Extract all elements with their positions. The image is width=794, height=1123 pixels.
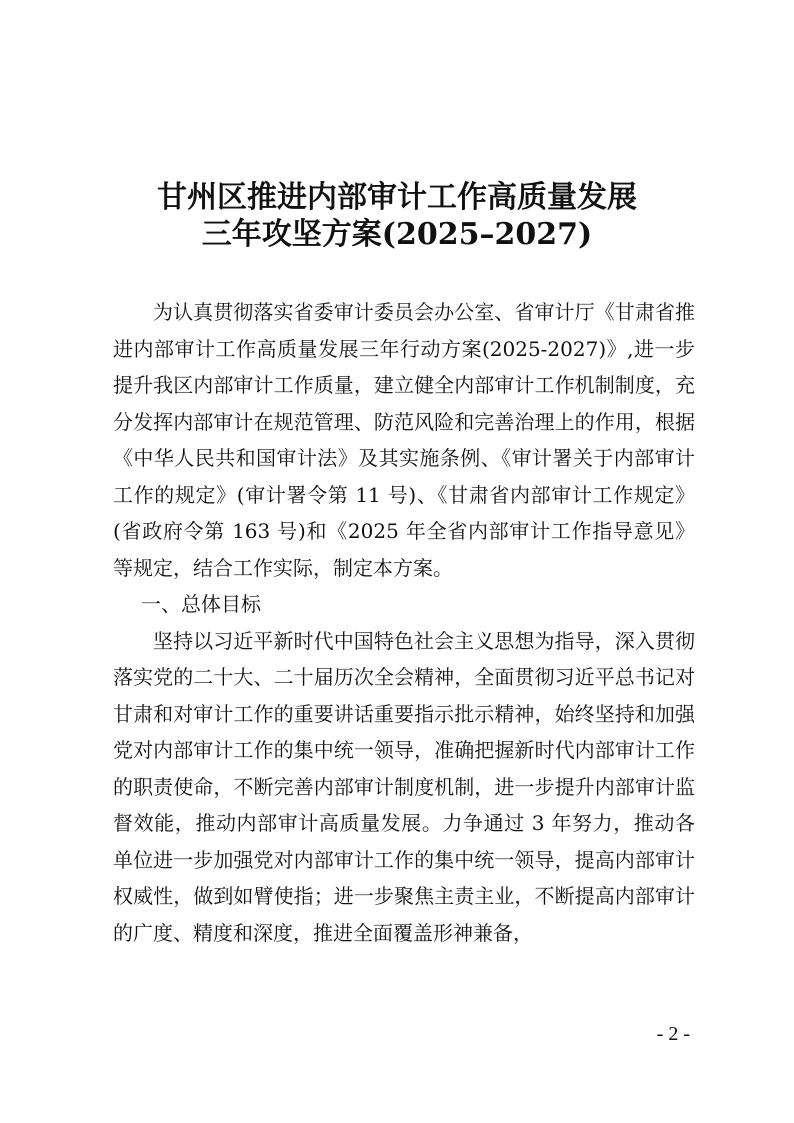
page-number: - 2 - — [656, 1023, 690, 1045]
overall-goal-paragraph: 坚持以习近平新时代中国特色社会主义思想为指导，深入贯彻落实党的二十大、二十届历次全会精神，全面贯彻习近平总书记对甘肃和对审计工作的重要讲话重要指示批示精神，始终坚持和加强党对内部审计工作的集中统一领导，准确把握新时代内部审计工作的职责使命，不断完善内部审计制度机制，进一步提升内部审计监督效能，推动内部审计高质量发展。力争通过 3 年努力，推动各单位进一步加强党对内部审计工作的集中统一领导，提高内部审计权威性，做到如臂使指；进一步聚焦主责主业，不断提高内部审计的广度、精度和深度，推进全面覆盖形神兼备， — [113, 628, 695, 945]
document-title-line-2: 三年攻坚方案(2025–2027) — [201, 217, 593, 252]
section-heading-overall-goal: 一、总体目标 — [141, 592, 261, 616]
intro-paragraph: 为认真贯彻落实省委审计委员会办公室、省审计厅《甘肃省推进内部审计工作高质量发展三年行动方案(2025-2027)》,进一步提升我区内部审计工作质量，建立健全内部审计工作机制制度，充分发挥内部审计在规范管理、防范风险和完善治理上的作用，根据《中华人民共和国审计法》及其实施条例、《审计署关于内部审计工作的规定》(审计署令第 11 号)、《甘肃省内部审计工作规定》(省政府令第 163 号)和《2025 年全省内部审计工作指导意见》等规定，结合工作实际，制定本方案。 — [113, 300, 695, 580]
document-title-line-1: 甘州区推进内部审计工作高质量发展 — [157, 180, 637, 215]
document-body — [113, 294, 695, 951]
